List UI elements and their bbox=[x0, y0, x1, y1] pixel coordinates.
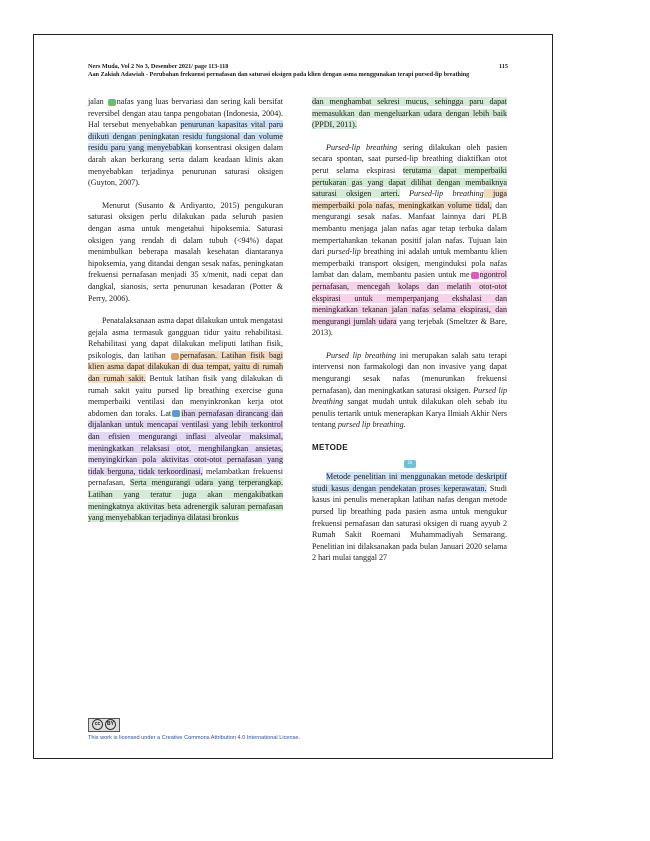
highlight-orange: juga memperbaiki pola nafas, meningkatkan volume tidal, bbox=[312, 189, 507, 210]
text-span: nafas yang luas bervariasi dan sering kali bersifat reversibel dengan atau tanpa pengobatan (Indonesia, 2004). Hal tersebut menyebabkan bbox=[88, 97, 283, 130]
cc-license-badge[interactable] bbox=[88, 718, 120, 732]
page-number: 115 bbox=[499, 63, 508, 70]
term-italic: Pursed lip breathing bbox=[326, 350, 397, 360]
highlight-pink: ngontrol pernafasan, mencegah kolaps dan melatih otot-otot ekspirasi untuk memperpanjang ekshalasi dan meningkatkan tekanan jalan nafas selama ekspirasi, dan mengurangi jumlah udara bbox=[312, 270, 507, 326]
article-title-header: Aan Zakiah Adawiah - Perubahan frekuensi pernafasan dan saturasi oksigen pada klien dengan asma menggunakan terapi pursed-lip breathing bbox=[88, 71, 470, 78]
term-italic: Pursed lip breathing bbox=[312, 385, 507, 407]
journal-citation: Ners Muda, Vol 2 No 3, Desember 2021/ page 113-118 bbox=[88, 63, 229, 70]
highlight-purple: ihan pernafasan dirancang dan dijalankan untuk mencapai ventilasi yang lebih terkontrol dan efisien mengurangi inflasi alveolar maksimal, meningkatkan relaksasi otot, menghilangkan ansietas, menyingkirkan pola aktivitas otot-otot pernafasan yang tidak berguna, tidak terkoordinasi, bbox=[88, 408, 284, 476]
term-italic: pursed lip breathing. bbox=[337, 420, 406, 430]
text-span: breathing ini adalah untuk membantu klien memperbaiki transport oksigen, menginduksi pola nafas lambat dan dalam, membantu pasien untuk me bbox=[312, 247, 508, 280]
text-span: Bentuk latihan fisik yang dilakukan di rumah sakit yaitu pursed lip breathing exercise guna memperbaiki ventilasi dan menyinkronkan kerja otot abdomen dan toraks. Lat bbox=[88, 374, 283, 418]
text-span: konsentrasi oksigen dalam darah akan berkurang serta dalam keadaan klinis akan menyebabkan terjadinya penurunan saturasi oksigen (Guyton, 2007). bbox=[88, 143, 283, 188]
term-italic: Pursed-lip breathing bbox=[399, 189, 484, 199]
annotation-marker-green[interactable] bbox=[108, 99, 116, 106]
text-span: Studi kasus ini penulis menerapkan latihan nafas dengan metode pursed lip breathing pada pasien asma untuk mengukur frekuensi pernafasan dan saturasi oksigen di ruang ayyub 2 Rumah Sakit Roemani Muhammadiyah Semarang. Penelitian ini dilaksanakan pada bulan Januari 2020 selama 2 hari mulai tanggal 27 bbox=[312, 483, 507, 563]
paragraph-mucus bbox=[312, 96, 507, 131]
by-icon: BY bbox=[105, 719, 116, 730]
text-span: sering dilakukan oleh pasien secara spontan, saat pursed-lip breathing diaktifkan otot perut selama ekspirasi bbox=[312, 142, 507, 175]
term-italic: Pursed-lip breathing bbox=[326, 142, 398, 152]
text-span: ini merupakan salah satu terapi intervensi non farmakologi dan non invasive yang dapat mengurangi sesak nafas (menurunkan frekuensi pernafasan), dan meningkatkan saturasi oksigen. bbox=[312, 350, 507, 395]
annotation-marker-orange[interactable] bbox=[171, 353, 179, 360]
highlight-orange: pernafasan. Latihan fisik bagi klien asma dapat dilakukan di dua tempat, yaitu di rumah dan rumah sakit. bbox=[88, 350, 283, 384]
license-link[interactable]: This work is licensed under a Creative Commons Attribution 4.0 International License. bbox=[88, 734, 301, 741]
left-column bbox=[88, 96, 283, 535]
highlight-blue: penurunan kapasitas vital paru diikuti dengan peningkatan residu fungsional dan volume residu paru yang menyebabkan bbox=[88, 120, 283, 153]
annotation-marker-blue[interactable] bbox=[172, 410, 180, 417]
paragraph-saturation: Menurut (Susanto & Ardiyanto, 2015) pengukuran saturasi oksigen perlu dilakukan pada seluruh pasien dengan asma untuk mengetahui hipoksemia. Saturasi oksigen yang rendah di dalam tubuh (<94%) dapat menimbulkan beberapa masalah kesehatan diantaranya hipoksemia, yang ditandai dengan sesak nafas, peningkatan frekuensi pernafasan menjadi 35 x/menit, nadi cepat dan dangkal, sianosis, serta penurunan kesadaran (Potter & Perry, 2006). bbox=[88, 200, 283, 303]
paragraph-management bbox=[88, 315, 283, 524]
highlight-green: dan menghambat sekresi mucus, sehingga paru dapat memasukkan dan mengeluarkan udara dengan lebih baik (PPDI, 2011). bbox=[312, 97, 507, 130]
text-span: Penatalaksanaan asma dapat dilakukan untuk mengatasi gejala asma termasuk gangguan tidur yaitu rehabilitasi. Rehabilitasi yang dapat dilakukan meliputi latihan fisik, psikologis, dan latihan bbox=[88, 316, 283, 360]
right-column bbox=[312, 96, 507, 575]
marker-row bbox=[312, 458, 507, 470]
term-italic: pursed-lip bbox=[327, 247, 361, 257]
running-head bbox=[88, 63, 508, 79]
footer bbox=[88, 712, 508, 741]
annotation-marker-pink[interactable] bbox=[471, 272, 479, 279]
paragraph-method bbox=[312, 471, 507, 564]
highlight-green: Serta mengurangi udara yang terperangkap. Latihan yang teratur juga akan mengakibatkan meningkatnya aktivitas beta adrenergik saluran pernafasan yang menyebabkan terjadinya dilatasi bronkus bbox=[88, 478, 283, 523]
paragraph-airway bbox=[88, 96, 283, 189]
text-span: yang terjebak (Smeltzer & Bare, 2013). bbox=[312, 316, 507, 338]
annotation-marker-cyan[interactable]: 18 bbox=[404, 460, 416, 468]
cc-icon: cc bbox=[92, 719, 103, 730]
text-span: sangat mudah untuk dilakukan oleh sebab itu penulis tertarik untuk menerapkan Karya Ilmiah Akhir Ners tentang bbox=[312, 397, 507, 430]
highlight-green: terutama dapat memperbaiki pertukaran gas yang dapat dilihat dengan membaiknya saturasi oksigen arteri. bbox=[312, 165, 507, 199]
text-span: melambatkan frekuensi pernafasan, bbox=[88, 466, 283, 488]
section-title-metode: METODE bbox=[312, 443, 348, 453]
text-span: jalan bbox=[88, 97, 107, 106]
paragraph-intervention bbox=[312, 350, 507, 431]
text-span: dan mengurangi sesak nafas. Manfaat lainnya dari PLB membantu menjaga jalan nafas agar tetap terbuka dalam mempertahankan tekanan positif jalan nafas. Tujuan lain dari bbox=[312, 200, 507, 257]
highlight-blue: Metode penelitian ini menggunakan metode deskriptif studi kasus dengan pendekatan proses keperawatan. bbox=[312, 472, 507, 493]
paragraph-plb bbox=[312, 142, 507, 339]
